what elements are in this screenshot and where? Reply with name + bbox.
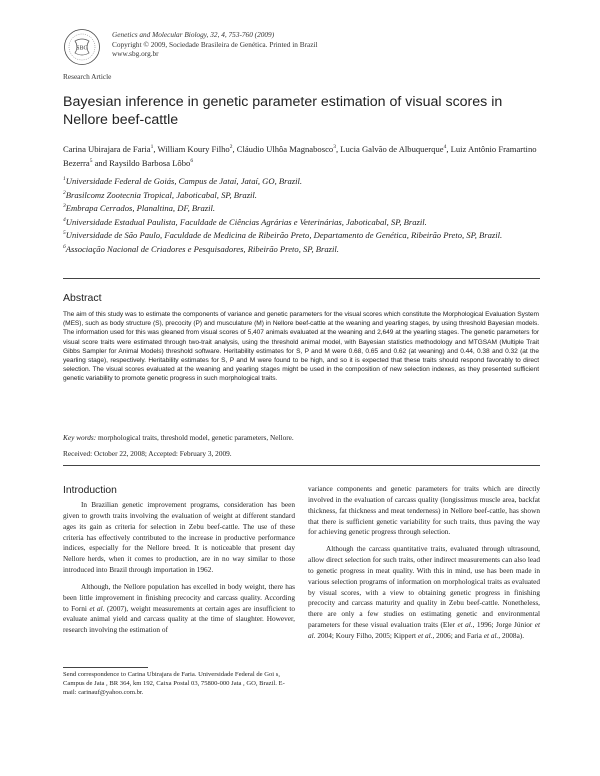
author-list: Carina Ubirajara de Faria$^1$, William Koury Filho$^2$, Cláudio Ulhôa Magnabosco$^3$, Lucia Galvão de Albuquerque$^4$, Luiz Antônio Framartino Bezerra$^5$ and Raysildo Barbosa Lôbo$^6$ — [63, 143, 537, 168]
journal-header — [112, 30, 318, 59]
correspondence-footnote: Send correspondence to Carina Ubirajara de Faria. Universidade Federal de Goi s, Campus de Jata , BR 364, km 192, Caixa Postal 03, 75800-000 Jata , GO, Brazil. E-mail: carinauf@yahoo.com.br. — [63, 671, 285, 696]
affiliation-item — [63, 242, 543, 256]
affiliation-number: 6 — [63, 243, 66, 250]
affiliation-text: Associação Nacional de Criadores e Pesquisadores, Ribeirão Preto, SP, Brazil. — [65, 243, 339, 254]
affiliation-list — [63, 174, 543, 255]
logo-text: SBG — [76, 45, 88, 52]
affiliation-number: 1 — [63, 176, 66, 182]
affiliation-item — [63, 188, 543, 202]
footnote-rule — [63, 667, 148, 668]
affiliation-number: 5 — [63, 230, 66, 237]
affiliation-item — [63, 201, 543, 215]
journal-website-link[interactable]: www.sbg.org.br — [112, 49, 159, 59]
society-logo — [63, 28, 101, 66]
affiliation-number: 3 — [63, 203, 66, 210]
affiliation-item — [63, 174, 543, 188]
intro-paragraph: In Brazilian genetic improvement programs, consideration has been given to growth traits involving the evaluation of weight at different standard ages its gain as criteria for selection in Zebu beef-cattle. The use of these criteria has effectively contributed to the increase in productive performance indices, especially for the Nellore breed. It is noticeable that present day Nellore herds, when it comes to production, are in no way similar to those introduced into Brazil through importation in 1962. — [63, 500, 295, 575]
abstract-bottom-rule — [63, 465, 540, 466]
copyright-line: Copyright © 2009, Sociedade Brasileira de Genética. Printed in Brazil — [112, 39, 318, 49]
keywords — [63, 433, 539, 442]
affiliation-item — [63, 228, 543, 242]
affiliation-text: Brasilcomz Zootecnia Tropical, Jaboticabal, SP, Brazil. — [65, 189, 257, 200]
introduction-heading: Introduction — [63, 485, 117, 496]
affiliation-text: Universidade Federal de Goiás, Campus de Jataí, Jataí, GO, Brazil. — [65, 175, 303, 186]
keywords-text: morphological traits, threshold model, genetic parameters, Nellore. — [98, 433, 294, 442]
journal-citation: Genetics and Molecular Biology, 32, 4, 753-760 (2009) — [112, 30, 275, 39]
intro-paragraph: variance components and genetic parameters for traits which are directly involved in the evaluation of carcass quality (longissimus muscle area, backfat thickness, fat thickness and meat tenderness) in Nellore beef-cattle, has shown that there is sufficient genetic variability for such traits, thus paving the way for achieving genetic progress through selection. — [308, 484, 540, 537]
left-column — [63, 500, 295, 636]
intro-paragraph: Although, the Nellore population has excelled in body weight, there has been little improvement in finishing precocity and carcass quality. According to Forni et al. (2007), weight measurements at certain ages are insufficient to evaluate animal yield and carcass quality at the time of slaughter. However, research involving the estimation of — [63, 581, 296, 635]
affiliation-item — [63, 215, 543, 229]
right-column — [308, 484, 540, 642]
affiliation-text: Embrapa Cerrados, Planaltina, DF, Brazil. — [65, 202, 216, 213]
society-seal-icon — [63, 28, 101, 66]
abstract-top-rule — [63, 278, 540, 279]
affiliation-text: Universidade Estadual Paulista, Faculdade de Ciências Agrárias e Veterinárias, Jaboticabal, SP, Brazil. — [65, 216, 427, 227]
received-dates: Received: October 22, 2008; Accepted: February 3, 2009. — [63, 449, 232, 458]
article-type: Research Article — [63, 72, 112, 81]
affiliation-text: Universidade de São Paulo, Faculdade de Medicina de Ribeirão Preto, Departamento de Genética, Ribeirão Preto, SP, Brazil. — [65, 230, 503, 241]
abstract-body: The aim of this study was to estimate the components of variance and genetic parameters for the visual scores which constitute the Morphological Evaluation System (MES), such as body structure (S), precocity (P) and musculature (M) in Nellore beef-cattle at the weaning and yearling stages, by using threshold Bayesian models. The information used for this was gleaned from visual scores of 5,407 animals evaluated at the weaning and 2,649 at the yearling stages. The genetic parameters for visual score traits were estimated through two-trait analysis, using the threshold animal model, with Bayesian statistics methodology and MTGSAM (Multiple Trait Gibbs Sampler for Animal Models) threshold software. Heritability estimates for S, P and M were 0.68, 0.65 and 0.62 (at weaning) and 0.44, 0.38 and 0.32 (at the yearling stage), respectively. Heritability estimates for S, P and M were found to be high, and so it is expected that these traits should respond favorably to direct selection. The visual scores evaluated at the weaning and yearling stages might be used in the composition of new selection indexes, as they presented sufficient genetic variability to promote genetic progress in such morphological traits. — [63, 311, 539, 383]
abstract-heading: Abstract — [63, 292, 102, 304]
keywords-label: Key words: — [63, 433, 97, 442]
intro-paragraph: Although the carcass quantitative traits, evaluated through ultrasound, allow direct selection for such traits, other indirect measurements can also lead to genetic progress in meat quality. With this in mind, use has been made in various selection programs of information on morphological traits as evaluated by visual scores, with a view to obtaining genetic progress in finishing precocity and carcass maturity and quality in Zebu beef-cattle. Nonetheless, there are only a few studies on estimating genetic and environmental parameters for these visual evaluation traits (Eler et al., 1996; Jorge Júnior et al. 2004; Koury Filho, 2005; Kippert et al., 2006; and Faria et al., 2008a). — [308, 544, 541, 640]
article-title: Bayesian inference in genetic parameter estimation of visual scores in Nellore beef-cattle — [63, 94, 503, 128]
affiliation-number: 4 — [63, 216, 66, 223]
affiliation-number: 2 — [63, 189, 66, 196]
